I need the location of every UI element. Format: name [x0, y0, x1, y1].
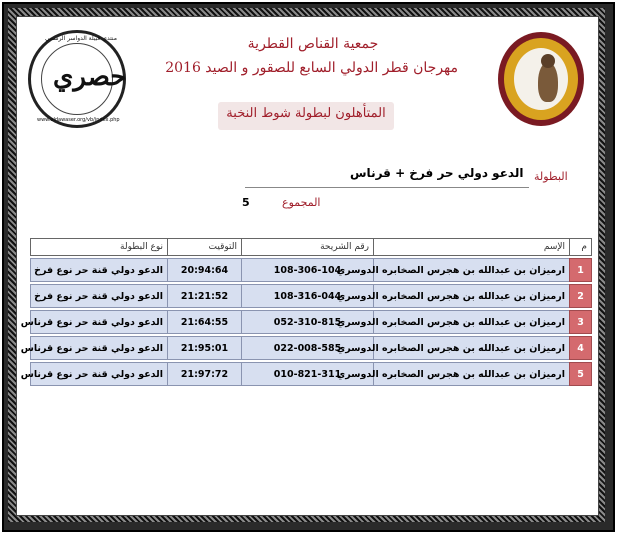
participant-name: ارميزان بن عبدالله بن هجرس الصخابره الدوسري — [374, 337, 570, 360]
championship-type: الدعو دولي قنة حر نوع فرخ — [31, 285, 168, 308]
timing: 20:94:64 — [168, 259, 242, 282]
org-title: جمعية القناص القطرية — [247, 36, 379, 52]
chip-number: 108-306-104 — [242, 259, 374, 282]
timing: 21:95:01 — [168, 337, 242, 360]
row-number: 4 — [570, 337, 592, 360]
row-number: 3 — [570, 311, 592, 334]
falcon-head-icon — [541, 54, 555, 68]
document-page — [20, 20, 593, 510]
header-code: رقم الشريحة — [242, 239, 374, 256]
total-label: المجموع — [282, 196, 321, 209]
row-number: 1 — [570, 259, 592, 282]
table-row — [31, 337, 592, 360]
table-row — [31, 259, 592, 282]
row-number: 5 — [570, 363, 592, 386]
subtitle: المتأهلون لبطولة شوط النخبة — [226, 106, 386, 121]
timing: 21:64:55 — [168, 311, 242, 334]
chip-number: 108-316-044 — [242, 285, 374, 308]
forum-seal-logo — [28, 30, 126, 128]
championship-value: الدعو دولي حر فرخ + قرناس — [350, 166, 524, 180]
qatar-hunting-society-logo — [498, 32, 584, 126]
championship-type: الدعو دولي قنة حر نوع قرناس — [31, 311, 168, 334]
logo-core — [514, 48, 568, 110]
header-time: التوقيت — [168, 239, 242, 256]
table-header-row — [31, 239, 592, 256]
chip-number: 022-008-585 — [242, 337, 374, 360]
total-value: 5 — [242, 196, 250, 209]
participant-name: ارميزان بن عبدالله بن هجرس الصخابره الدوسري — [374, 311, 570, 334]
falcon-icon — [538, 62, 558, 102]
table-row — [31, 285, 592, 308]
seal-calligraphy-mark: حصري — [53, 62, 127, 92]
row-number: 2 — [570, 285, 592, 308]
timing: 21:97:72 — [168, 363, 242, 386]
chip-number: 052-310-815 — [242, 311, 374, 334]
participant-name: ارميزان بن عبدالله بن هجرس الصخابره الدوسري — [374, 259, 570, 282]
table-row — [31, 363, 592, 386]
header-num: م — [570, 239, 592, 256]
seal-url-text: www.aldawaser.org/vb/index.php — [37, 117, 120, 123]
header-type: نوع البطولة — [31, 239, 168, 256]
championship-label: البطولة — [534, 170, 568, 183]
championship-type: الدعو دولي قنة حر نوع قرناس — [31, 363, 168, 386]
seal-ring-text: منتدى قبيلة الدواسر الرسمي — [45, 35, 117, 42]
championship-type: الدعو دولي قنة حر نوع فرخ — [31, 259, 168, 282]
championship-underline — [245, 187, 529, 188]
participant-name: ارميزان بن عبدالله بن هجرس الصخابره الدوسري — [374, 285, 570, 308]
timing: 21:21:52 — [168, 285, 242, 308]
championship-type: الدعو دولي قنة حر نوع قرناس — [31, 337, 168, 360]
header-name: الإسم — [374, 239, 570, 256]
chip-number: 010-821-311 — [242, 363, 374, 386]
participant-name: ارميزان بن عبدالله بن هجرس الصخابره الدوسري — [374, 363, 570, 386]
table-row — [31, 311, 592, 334]
results-table — [20, 238, 592, 386]
festival-title: مهرجان قطر الدولي السابع للصقور و الصيد 2016 — [165, 60, 458, 76]
